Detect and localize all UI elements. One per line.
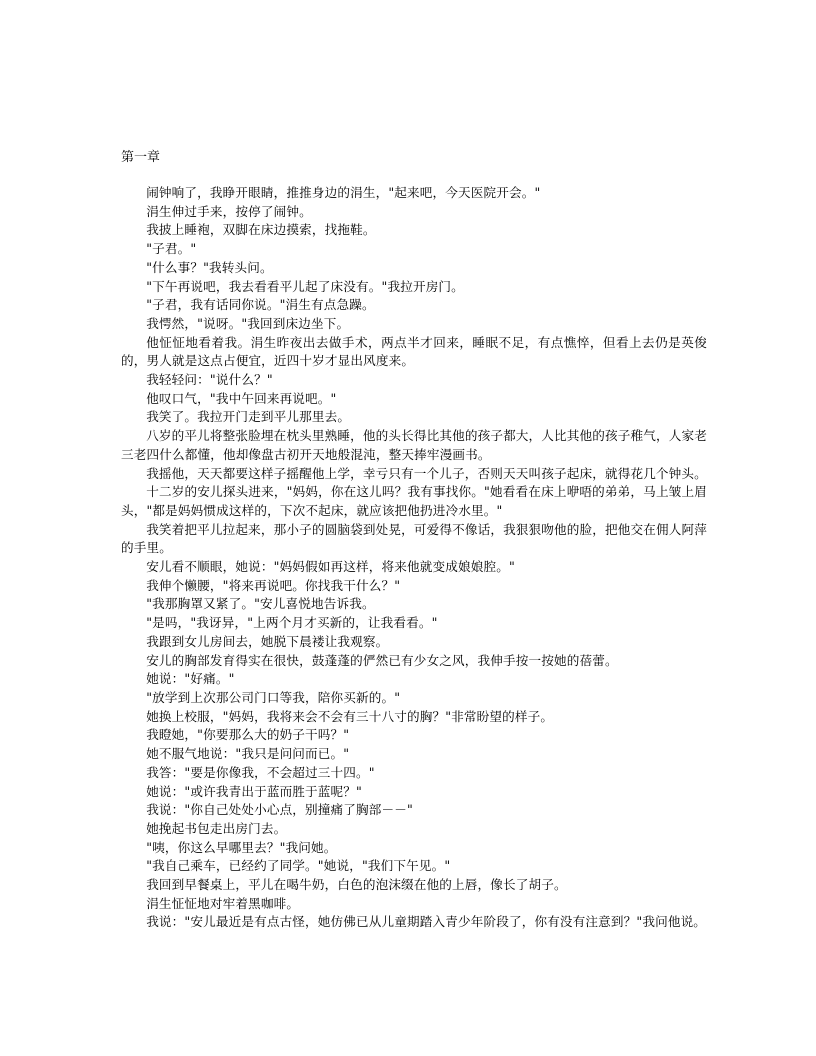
paragraph: 她说："或许我青出于蓝而胜于蓝呢？" bbox=[146, 783, 362, 799]
paragraph: 我摇他，天天都要这样子摇醒他上学，幸亏只有一个儿子，否则天天叫孩子起床，就得花几个钟头。 bbox=[146, 465, 707, 481]
paragraph: 我笑着把平儿拉起来，那小子的圆脑袋到处晃，可爱得不像话，我狠狠吻他的脸，把他交在佣人阿萍的手里。 bbox=[121, 521, 707, 556]
paragraph: 安儿看不顺眼，她说："妈妈假如再这样，将来他就变成娘娘腔。" bbox=[146, 559, 515, 575]
paragraph: 她挽起书包走出房门去。 bbox=[146, 820, 287, 836]
paragraph: "咦，你这么早哪里去？"我问她。 bbox=[146, 839, 337, 855]
paragraph: 我愕然，"说呀。"我回到床边坐下。 bbox=[146, 315, 350, 331]
paragraph: "我那胸罩又紧了。"安儿喜悦地告诉我。 bbox=[146, 596, 375, 612]
paragraph: "子君。" bbox=[146, 241, 197, 257]
paragraph: 涓生怔怔地对牢着黑咖啡。 bbox=[146, 895, 300, 911]
paragraph: 她不服气地说："我只是问问而已。" bbox=[146, 746, 350, 762]
chapter-body bbox=[121, 184, 707, 932]
paragraph: 我笑了。我拉开门走到平儿那里去。 bbox=[146, 409, 351, 425]
paragraph: 他叹口气，"我中午回来再说吧。" bbox=[146, 390, 337, 406]
paragraph: 涓生伸过手来，按停了闹钟。 bbox=[146, 203, 312, 219]
paragraph: "什么事？"我转头问。 bbox=[146, 259, 273, 275]
paragraph: "子君，我有话同你说。"涓生有点急躁。 bbox=[146, 297, 375, 313]
paragraph: "放学到上次那公司门口等我，陪你买新的。" bbox=[146, 689, 401, 705]
paragraph: 我答："要是你像我，不会超过三十四。" bbox=[146, 764, 375, 780]
paragraph: 他怔怔地看着我。涓生昨夜出去做手术，两点半才回来，睡眠不足，有点憔悴，但看上去仍是英俊的，男人就是这点占便宜，近四十岁才显出风度来。 bbox=[121, 334, 707, 369]
paragraph: 闹钟响了，我睁开眼睛，推推身边的涓生，"起来吧，今天医院开会。" bbox=[146, 185, 541, 200]
paragraph: 我回到早餐桌上，平儿在喝牛奶，白色的泡沫缀在他的上唇，像长了胡子。 bbox=[146, 877, 567, 893]
paragraph: 她换上校服，"妈妈，我将来会不会有三十八寸的胸？"非常盼望的样子。 bbox=[146, 708, 554, 724]
paragraph: 我披上睡袍，双脚在床边摸索，找拖鞋。 bbox=[146, 222, 376, 238]
paragraph: 我跟到女儿房间去，她脱下晨褛让我观察。 bbox=[146, 633, 389, 649]
paragraph: 安儿的胸部发育得实在很快，鼓蓬蓬的俨然已有少女之风，我伸手按一按她的蓓蕾。 bbox=[146, 652, 618, 668]
paragraph: 八岁的平儿将整张脸埋在枕头里熟睡，他的头长得比其他的孩子都大，人比其他的孩子稚气，人家老三老四什么都懂，他却像盘古初开天地般混沌，整天捧牢漫画书。 bbox=[121, 428, 707, 462]
paragraph: 我说："安儿最近是有点古怪，她仿佛已从儿童期踏入青少年阶段了，你有没有注意到？"我问他说。 bbox=[146, 914, 707, 930]
paragraph: 我说："你自己处处小心点，别撞痛了胸部－－" bbox=[146, 802, 413, 818]
paragraph: "我自己乘车，已经约了同学。"她说，"我们下午见。" bbox=[146, 858, 451, 874]
paragraph: "下午再说吧，我去看看平儿起了床没有。"我拉开房门。 bbox=[146, 278, 464, 294]
paragraph: 我轻轻问："说什么？" bbox=[146, 372, 273, 388]
paragraph: 我瞪她，"你要那么大的奶子干吗？" bbox=[146, 727, 350, 743]
paragraph: "是吗，"我讶异，"上两个月才买新的，让我看看。" bbox=[146, 615, 438, 631]
paragraph: 十二岁的安儿探头进来，"妈妈，你在这儿吗？我有事找你。"她看看在床上咿唔的弟弟，马上皱上眉头，"都是妈妈惯成这样的，下次不起床，就应该把他扔进冷水里。" bbox=[121, 484, 707, 518]
paragraph: 她说："好痛。" bbox=[146, 671, 235, 687]
paragraph: 我伸个懒腰，"将来再说吧。你找我干什么？" bbox=[146, 577, 401, 593]
chapter-title: 第一章 bbox=[121, 150, 161, 165]
